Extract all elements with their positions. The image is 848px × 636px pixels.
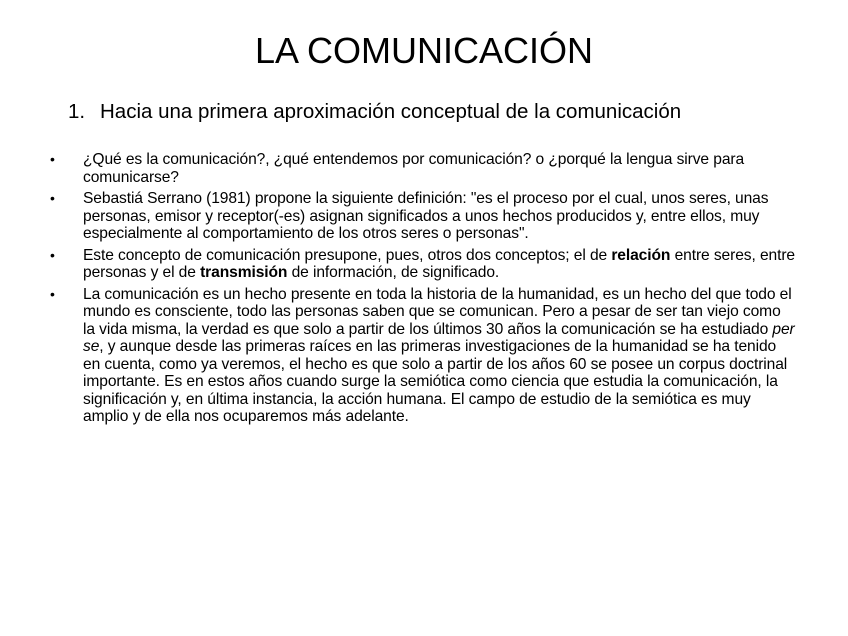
- bullet-item: [0, 190, 848, 243]
- bold-term: transmisión: [200, 264, 288, 281]
- text-segment: de información, de significado.: [287, 264, 500, 281]
- bullet-mark: •: [50, 190, 55, 206]
- section-number: 1.: [68, 100, 86, 123]
- section-heading-text: Hacia una primera aproximación conceptual de la comunicación: [100, 100, 682, 123]
- bullet-text: [83, 286, 795, 426]
- bullet-mark: •: [50, 246, 55, 263]
- bullet-item: [0, 151, 848, 186]
- slide-title: LA COMUNICACIÓN: [254, 30, 594, 71]
- text-segment: Sebastiá Serrano (1981) propone la siguiente definición: "es el proceso por el cual, unos seres, unas personas, emisor y receptor(-es) asignan significados a unos hechos producidos y, entre ellos, muy especialmente al comportamiento de los otros seres o personas".: [83, 190, 769, 242]
- bold-term: relación: [611, 246, 671, 264]
- bullet-text: [83, 151, 795, 186]
- text-segment: ¿Qué es la comunicación?, ¿qué entendemos por comunicación? o ¿porqué la lengua sirve para comunicarse?: [83, 151, 745, 186]
- text-segment: Este concepto de comunicación presupone, pues, otros dos conceptos; el de: [83, 246, 612, 264]
- text-segment: La comunicación es un hecho presente en toda la historia de la humanidad, es un hecho del que todo el mundo es consciente, todo las personas saben que se comunican. Pero a pesar de ser tan viejo como la vida misma, la verdad es que solo a partir de los últimos 30 años la comunicación se ha estudiado: [83, 285, 792, 338]
- bullet-text: [83, 247, 795, 282]
- bullet-text: [83, 190, 795, 243]
- text-segment: entre seres, entre personas y el de: [83, 246, 795, 281]
- bullet-mark: •: [50, 151, 55, 167]
- section-heading: [68, 99, 828, 125]
- bullet-mark: •: [50, 285, 55, 302]
- bullet-list: [0, 151, 848, 430]
- bullet-item: [0, 247, 848, 282]
- italic-term: per se: [83, 320, 795, 355]
- text-segment: , y aunque desde las primeras raíces en las primeras investigaciones de la humanidad se ha tenido en cuenta, como ya veremos, el hecho es que solo a partir de los años 60 se posee un corpus doctrinal importante. Es en estos años cuando surge la semiótica como ciencia que estudia la comunicación, la significación y, en última instancia, la acción humana. El campo de estudio de la semiótica es muy amplio y de ella nos ocuparemos más adelante.: [83, 338, 788, 425]
- bullet-item: [0, 286, 848, 426]
